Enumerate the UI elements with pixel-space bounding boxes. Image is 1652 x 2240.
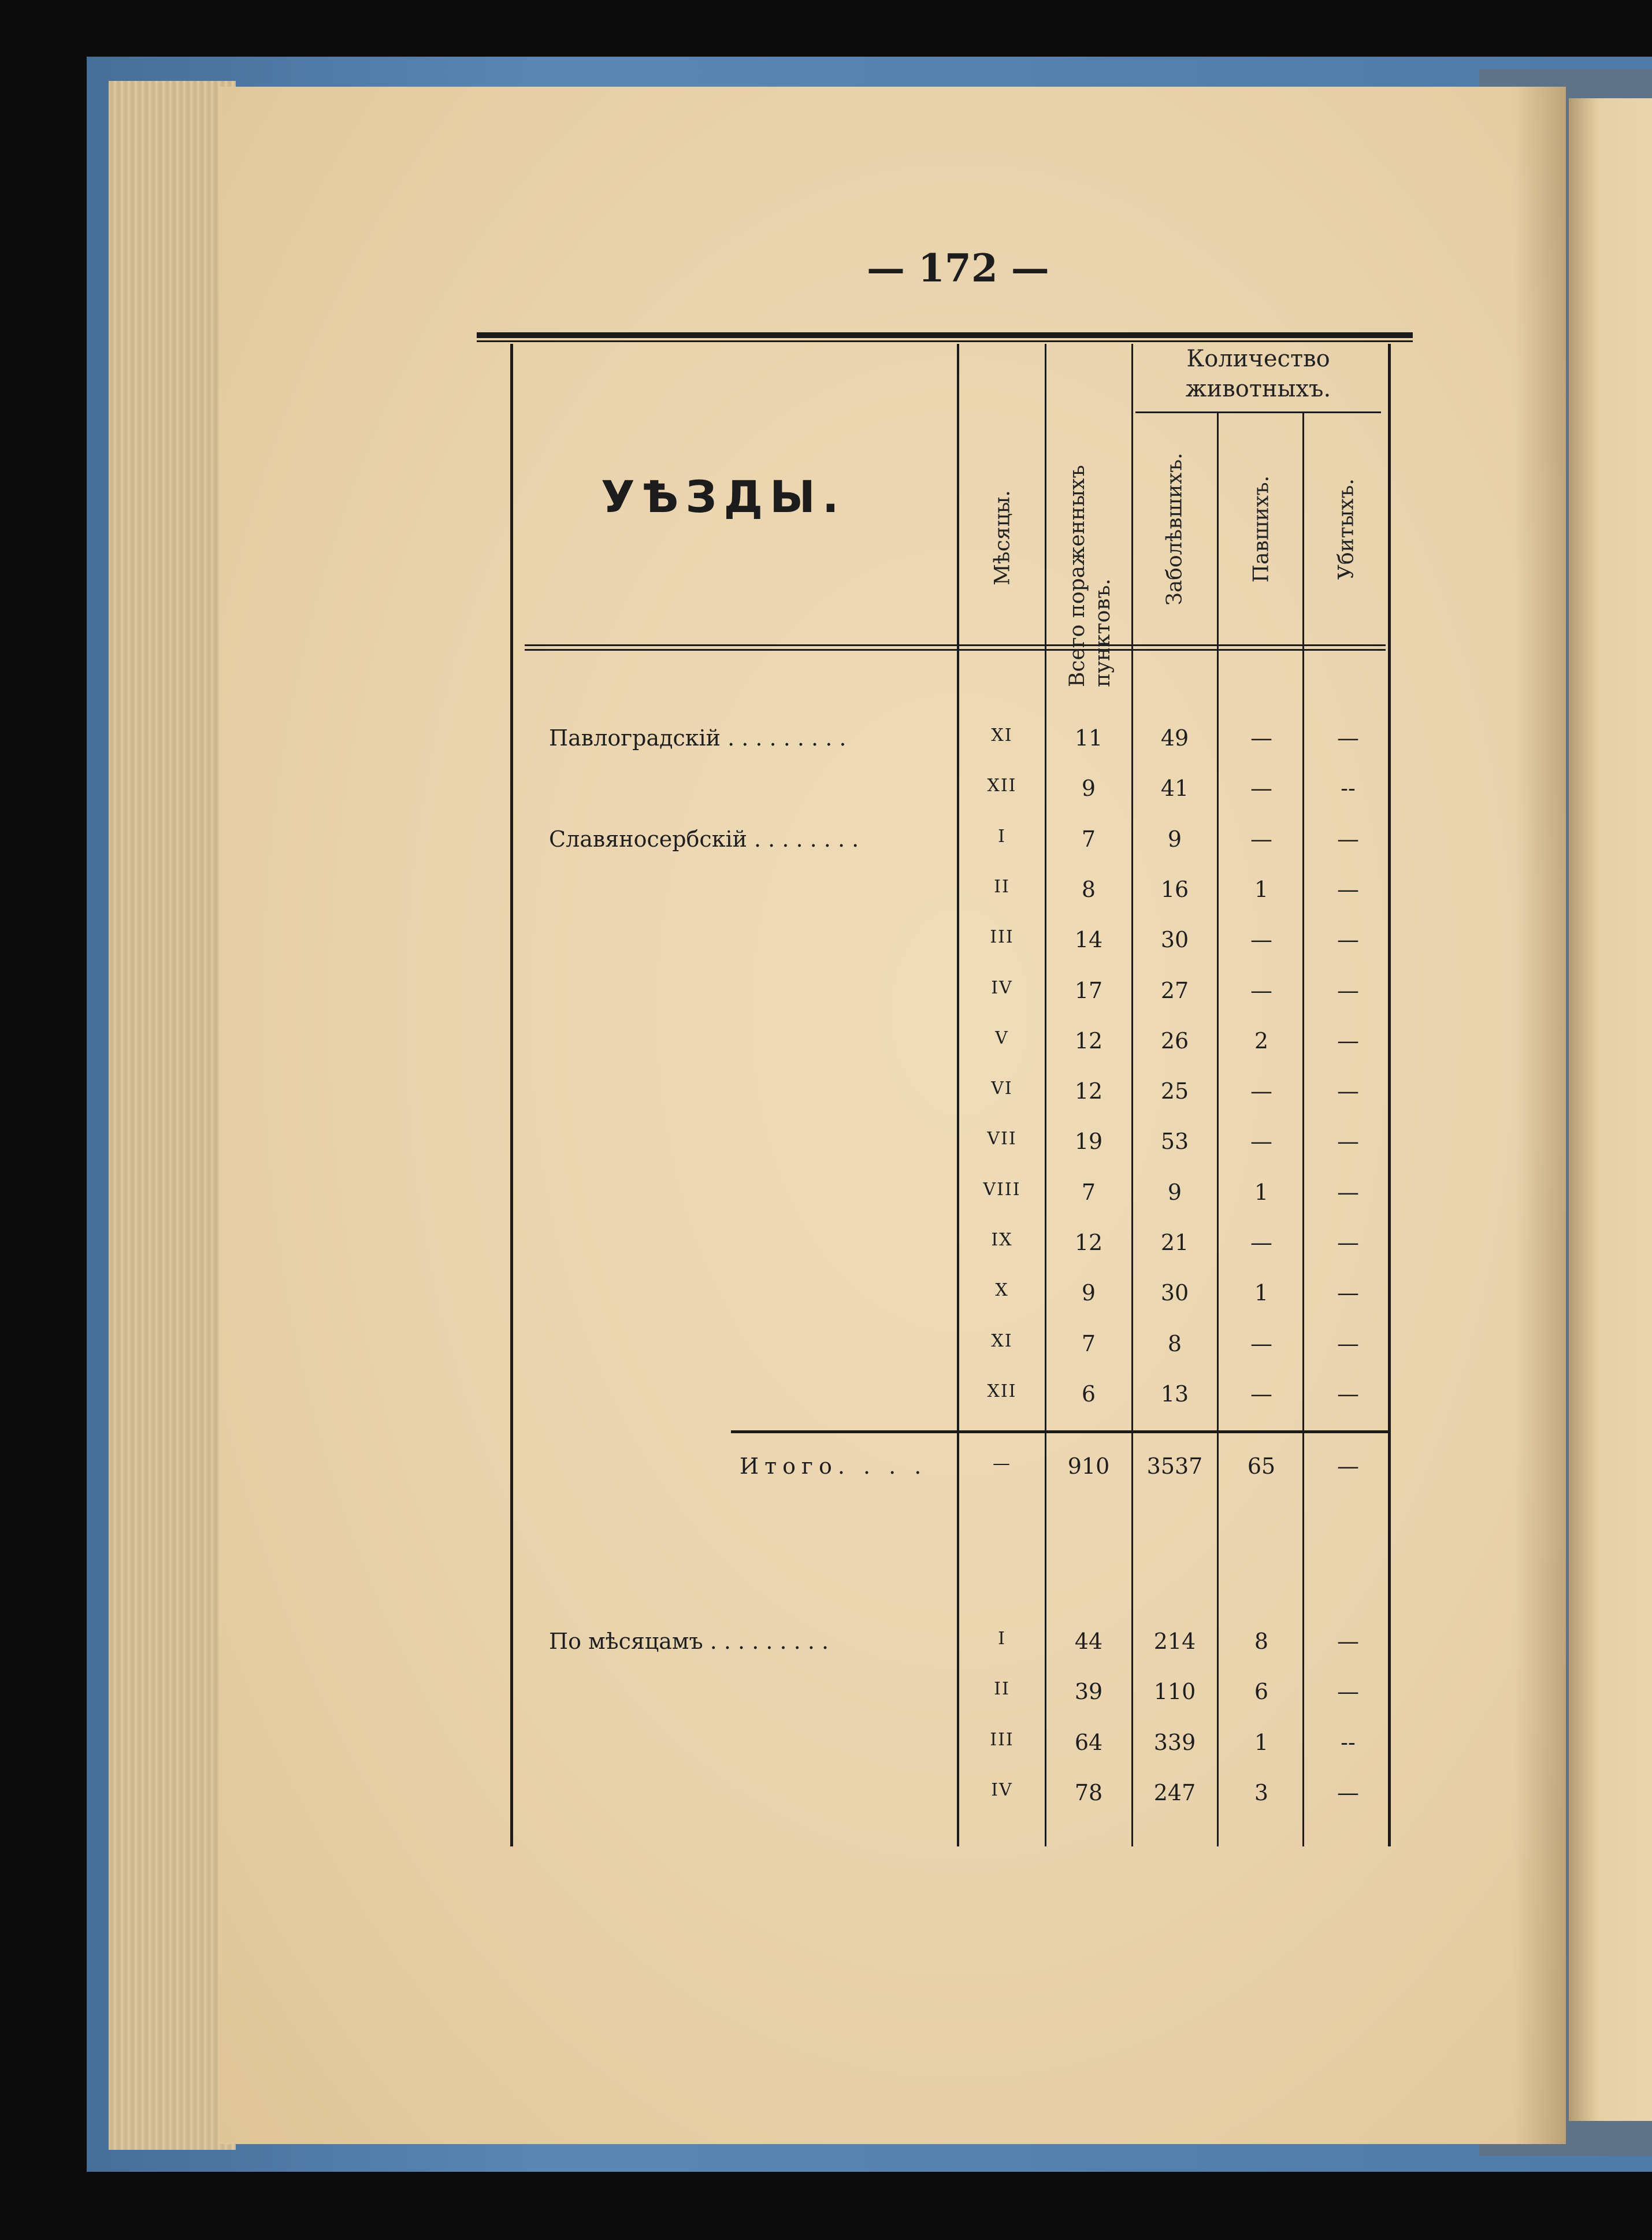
total-label: Итого. . . . [740, 1453, 927, 1479]
row-dead: — [1250, 927, 1272, 953]
row-sick: 49 [1160, 725, 1189, 751]
row-dead: 8 [1254, 1629, 1269, 1654]
row-sick: 26 [1160, 1028, 1189, 1054]
row-points: 64 [1074, 1729, 1103, 1755]
table-row [0, 1129, 1652, 1163]
row-killed: — [1337, 1381, 1359, 1407]
table-row [0, 1331, 1652, 1366]
header-months: Мѣсяцы. [990, 490, 1015, 585]
header-killed: Убитыхъ. [1334, 479, 1358, 580]
row-sick: 41 [1160, 776, 1189, 802]
row-dead: 1 [1254, 876, 1269, 902]
total-points: 910 [1067, 1453, 1110, 1479]
row-month: VII [987, 1129, 1017, 1149]
row-dead: — [1250, 1381, 1272, 1407]
table-row [0, 1230, 1652, 1264]
total-month: — [993, 1453, 1011, 1474]
header-sick: Заболѣвшихъ. [1163, 453, 1187, 606]
row-dead: — [1250, 1230, 1272, 1255]
table-row [0, 776, 1652, 810]
row-label: По мѣсяцамъ . . . . . . . . . [549, 1629, 829, 1654]
table-row [0, 725, 1652, 760]
table-row [0, 1180, 1652, 1214]
table-row [0, 826, 1652, 861]
header-bottom-rule-2 [525, 649, 1386, 651]
row-month: II [994, 876, 1010, 897]
row-dead: 3 [1254, 1779, 1269, 1805]
row-killed: -- [1341, 1729, 1356, 1755]
row-dead: — [1250, 1129, 1272, 1155]
row-killed: — [1337, 876, 1359, 902]
row-dead: — [1250, 1330, 1272, 1356]
total-dead: 65 [1247, 1453, 1276, 1479]
row-points: 78 [1074, 1779, 1103, 1805]
row-month: IV [991, 977, 1013, 998]
row-label: Славяносербскій . . . . . . . . [549, 826, 859, 852]
row-killed: — [1337, 1629, 1359, 1654]
row-killed: -- [1341, 776, 1356, 802]
row-killed: — [1337, 725, 1359, 751]
row-points: 44 [1074, 1629, 1103, 1654]
row-killed: — [1337, 1779, 1359, 1805]
row-dead: 6 [1254, 1679, 1269, 1705]
row-sick: 9 [1167, 1179, 1182, 1205]
total-killed: — [1337, 1453, 1359, 1479]
row-month: XII [987, 1381, 1017, 1401]
row-points: 12 [1074, 1028, 1103, 1054]
row-month: VIII [983, 1179, 1021, 1200]
row-month: III [990, 927, 1014, 948]
row-sick: 8 [1167, 1330, 1182, 1356]
row-points: 14 [1074, 927, 1103, 953]
row-sick: 30 [1160, 927, 1189, 953]
row-points: 39 [1074, 1679, 1103, 1705]
row-killed: — [1337, 1129, 1359, 1155]
row-sick: 16 [1160, 876, 1189, 902]
row-month: V [995, 1028, 1009, 1048]
row-month: I [998, 1629, 1006, 1649]
row-points: 9 [1081, 776, 1096, 802]
header-bottom-rule [525, 644, 1386, 646]
table-title: УѢЗДЫ. [601, 471, 846, 522]
row-killed: — [1337, 1330, 1359, 1356]
table-row [0, 1280, 1652, 1315]
total-row [0, 1453, 1652, 1488]
row-points: 7 [1081, 1179, 1096, 1205]
row-sick: 21 [1160, 1230, 1189, 1255]
row-dead: — [1250, 826, 1272, 852]
row-points: 8 [1081, 876, 1096, 902]
table-row [0, 1730, 1652, 1764]
row-sick: 110 [1153, 1679, 1196, 1705]
row-points: 9 [1081, 1280, 1096, 1306]
table-row [0, 1078, 1652, 1113]
header-points: Всего пораженныхъ пунктовъ. [1066, 465, 1115, 687]
row-points: 7 [1081, 826, 1096, 852]
table-row [0, 978, 1652, 1013]
row-sick: 9 [1167, 826, 1182, 852]
row-killed: — [1337, 1280, 1359, 1306]
row-points: 7 [1081, 1330, 1096, 1356]
table-row [0, 1028, 1652, 1063]
row-sick: 25 [1160, 1078, 1189, 1104]
row-sick: 247 [1153, 1779, 1196, 1805]
row-points: 11 [1074, 725, 1103, 751]
row-month: II [994, 1679, 1010, 1700]
row-sick: 30 [1160, 1280, 1189, 1306]
table-row [0, 1629, 1652, 1663]
row-dead: 2 [1254, 1028, 1269, 1054]
row-killed: — [1337, 1679, 1359, 1705]
row-points: 12 [1074, 1230, 1103, 1255]
row-points: 19 [1074, 1129, 1103, 1155]
row-killed: — [1337, 977, 1359, 1003]
row-month: XII [987, 776, 1017, 796]
row-month: XI [991, 1330, 1013, 1351]
row-dead: 1 [1254, 1179, 1269, 1205]
header-dead: Павшихъ. [1249, 475, 1274, 583]
table-row [0, 877, 1652, 911]
row-killed: — [1337, 1078, 1359, 1104]
row-dead: — [1250, 776, 1272, 802]
row-dead: 1 [1254, 1729, 1269, 1755]
table-row [0, 1780, 1652, 1815]
row-killed: — [1337, 826, 1359, 852]
row-killed: — [1337, 927, 1359, 953]
row-sick: 339 [1153, 1729, 1196, 1755]
row-dead: 1 [1254, 1280, 1269, 1306]
header-animals-group: Количество животныхъ. [1185, 346, 1331, 402]
row-month: I [998, 826, 1006, 847]
table-row [0, 1381, 1652, 1416]
row-dead: — [1250, 725, 1272, 751]
table-top-rule [477, 332, 1413, 338]
row-sick: 214 [1153, 1629, 1196, 1654]
row-sick: 27 [1160, 977, 1189, 1003]
group-header-rule [1135, 411, 1381, 413]
page-number: — 172 — [867, 246, 1049, 291]
row-month: III [990, 1729, 1014, 1750]
table-row [0, 1679, 1652, 1714]
table-top-rule-thin [477, 340, 1413, 342]
row-month: IV [991, 1779, 1013, 1800]
row-killed: — [1337, 1179, 1359, 1205]
row-killed: — [1337, 1230, 1359, 1255]
row-sick: 13 [1160, 1381, 1189, 1407]
row-points: 6 [1081, 1381, 1096, 1407]
row-dead: — [1250, 1078, 1272, 1104]
total-sick: 3537 [1146, 1453, 1203, 1479]
row-month: XI [991, 725, 1013, 746]
page-edges [109, 81, 236, 2150]
row-dead: — [1250, 977, 1272, 1003]
row-month: IX [991, 1230, 1013, 1250]
total-rule [731, 1430, 1390, 1433]
table-row [0, 927, 1652, 962]
row-killed: — [1337, 1028, 1359, 1054]
row-month: X [995, 1280, 1009, 1301]
row-label: Павлоградскій . . . . . . . . . [549, 725, 847, 751]
row-points: 17 [1074, 977, 1103, 1003]
row-points: 12 [1074, 1078, 1103, 1104]
row-month: VI [991, 1078, 1013, 1099]
row-sick: 53 [1160, 1129, 1189, 1155]
